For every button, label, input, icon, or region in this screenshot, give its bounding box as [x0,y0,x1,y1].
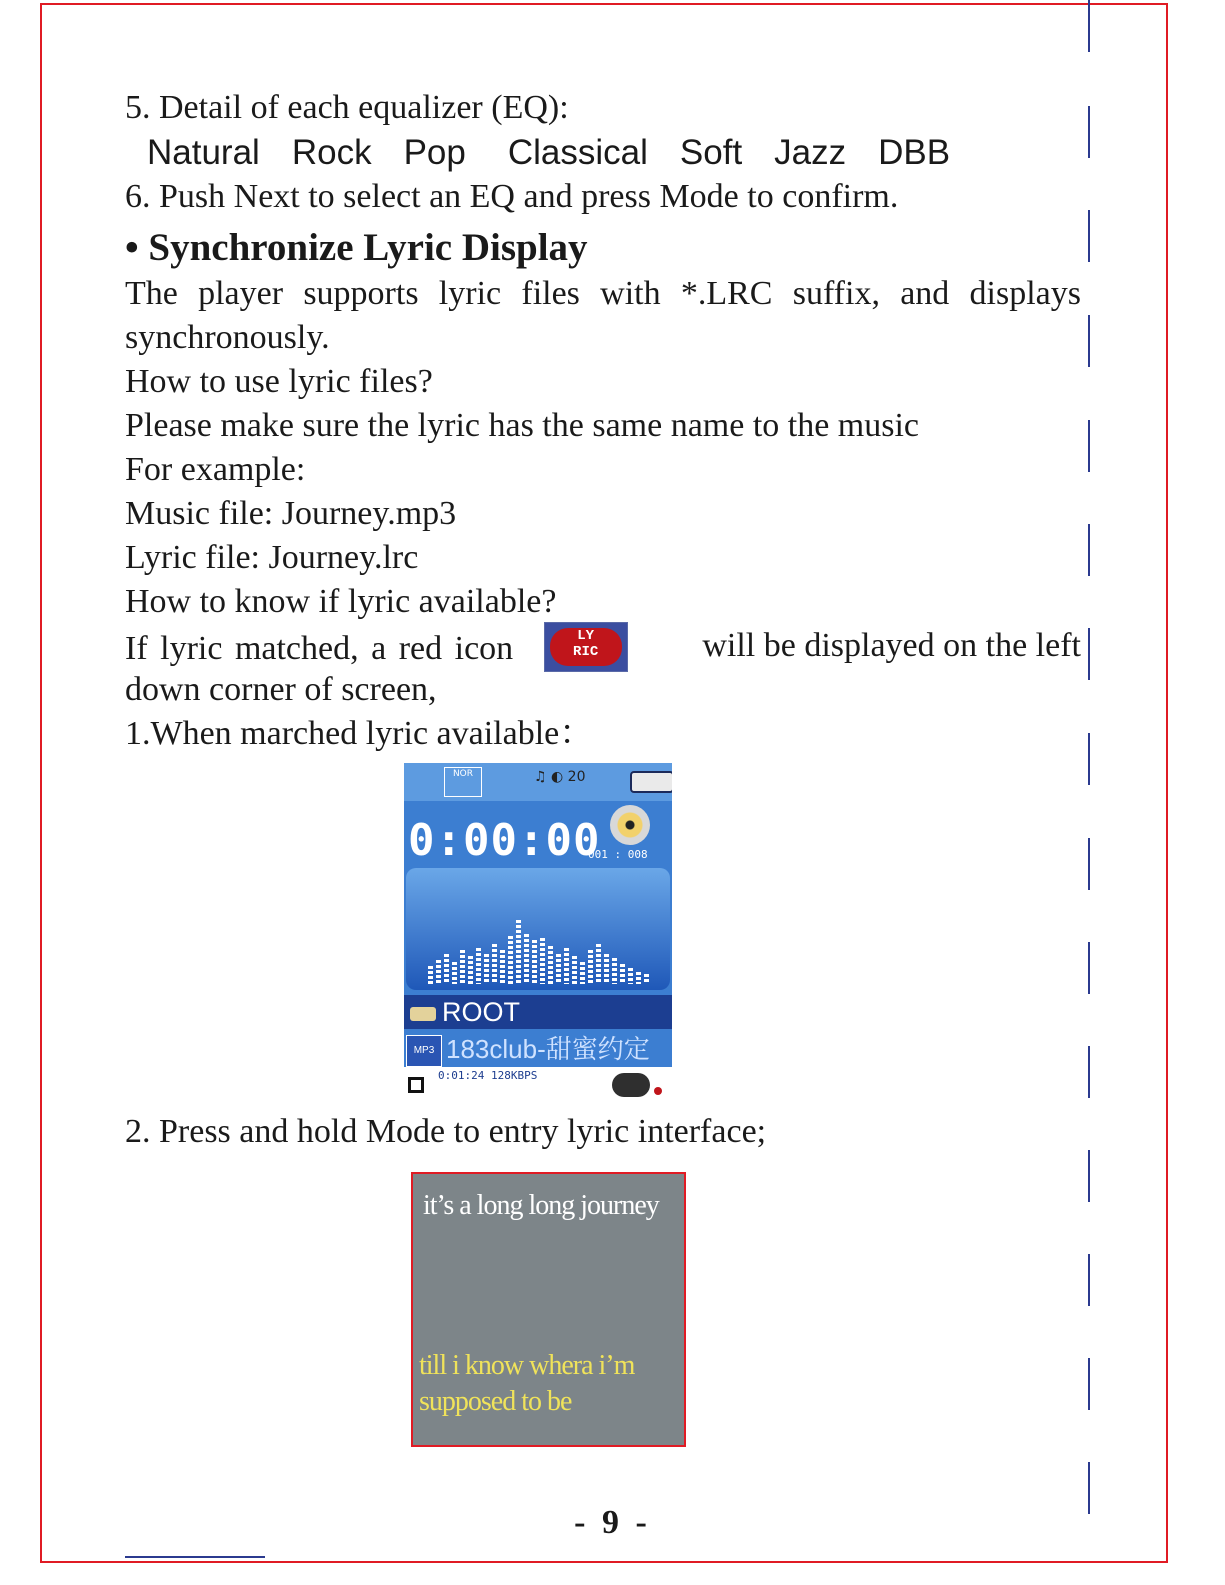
track-counter: 001 : 008 [588,848,648,861]
paragraph-line: Please make sure the lyric has the same name to the music [125,407,920,444]
eq-mode-list [147,132,982,174]
eq-mode-natural: Natural [147,133,260,172]
play-time: 0:00:00 [408,815,601,866]
eq-mode-soft: Soft [679,133,743,172]
folder-icon [410,1007,436,1021]
margin-ticks [1088,0,1092,1585]
track-row: MP3 183club-甜蜜约定 [404,1031,672,1067]
eq-mode-pop: Pop [403,133,466,172]
eq-select-instruction: 6. Push Next to select an EQ and press Mode to confirm. [125,178,899,215]
lyric-icon: LY RIC [544,622,628,672]
section-heading: • Synchronize Lyric Display [125,226,588,269]
volume-icon: ♫ ◐ 20 [534,769,586,785]
footer-rule [125,1556,265,1558]
playback-info: 0:01:24 128KBPS [438,1069,538,1082]
paragraph-line: down corner of screen, [125,671,437,708]
eq-mode-jazz: Jazz [774,133,847,172]
lyric-line-current: it’s a long long journey [423,1190,659,1221]
example-lyric-file: Lyric file: Journey.lrc [125,539,419,576]
paragraph-line: If lyric matched, a red icon LY RIC will be displayed on the left [125,626,1081,676]
question-text: How to use lyric files? [125,363,433,400]
stop-icon [408,1077,424,1093]
record-dot-icon [654,1087,662,1095]
eq-detail-heading: 5. Detail of each equalizer (EQ): [125,89,569,126]
spectrum-bars [428,920,649,984]
disc-icon [610,805,650,845]
step-two: 2. Press and hold Mode to entry lyric interface; [125,1113,767,1150]
eq-mode-rock: Rock [291,133,372,172]
eq-mode-dbb: DBB [878,133,951,172]
paragraph-line: synchronously. [125,319,330,356]
status-bar [404,763,672,801]
battery-icon [630,771,672,793]
example-music-file: Music file: Journey.mp3 [125,495,457,532]
eq-mode-classical: Classical [507,133,648,172]
step-one: 1.When marched lyric available： [125,715,594,752]
player-screen [404,763,672,1100]
lyric-indicator-icon [612,1073,650,1097]
eq-mode-badge: NOR [444,767,482,797]
spectrum-panel [406,868,670,990]
page-number: - 9 - [574,1504,651,1541]
lyric-line-highlight: till i know whera i’m supposed to be [419,1350,635,1417]
player-footer [404,1067,672,1100]
lyric-screen [411,1172,686,1447]
paragraph-line: For example: [125,451,306,488]
question-text: How to know if lyric available? [125,583,557,620]
folder-row: ROOT [404,995,672,1029]
mp3-icon: MP3 [406,1035,442,1067]
paragraph-line: The player supports lyric files with *.LRC suffix, and displays [125,275,1081,312]
